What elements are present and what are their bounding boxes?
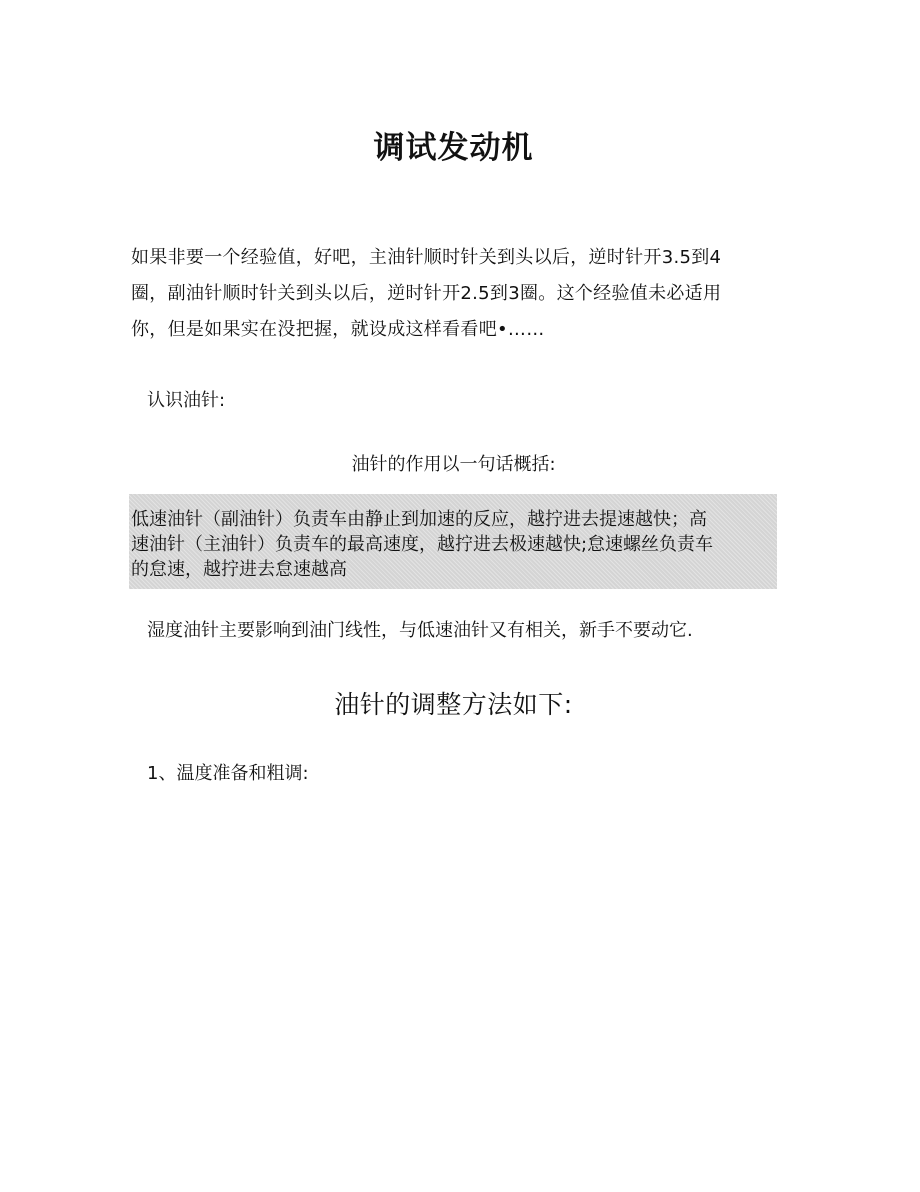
highlight-line-2: 速油针（主油针）负责车的最高速度，越拧进去极速越快;怠速螺丝负责车 <box>131 534 714 555</box>
intro-line-2: 圈，副油针顺时针关到头以后，逆时针开2.5到3圈。这个经验值未必适用 <box>131 283 722 304</box>
section-label-oil-needle: 认识油针: <box>147 390 226 411</box>
document-title: 调试发动机 <box>373 130 534 166</box>
intro-line-1: 如果非要一个经验值，好吧，主油针顺时针关到头以后，逆时针开3.5到4 <box>131 247 722 268</box>
highlighted-paragraph <box>129 494 777 589</box>
section-heading-adjustment: 油针的调整方法如下: <box>334 690 573 719</box>
list-item-1: 1、温度准备和粗调: <box>147 763 309 784</box>
highlight-line-1: 低速油针（副油针）负责车由静止到加速的反应，越拧进去提速越快；高 <box>131 509 707 530</box>
caption-summary: 油针的作用以一句话概括: <box>351 454 556 475</box>
intro-line-3: 你，但是如果实在没把握，就设成这样看看吧•…… <box>131 319 545 340</box>
intro-paragraph <box>131 240 781 348</box>
highlight-line-3: 的怠速，越拧进去怠速越高 <box>131 559 347 580</box>
note-paragraph: 湿度油针主要影响到油门线性，与低速油针又有相关，新手不要动它. <box>147 620 693 641</box>
